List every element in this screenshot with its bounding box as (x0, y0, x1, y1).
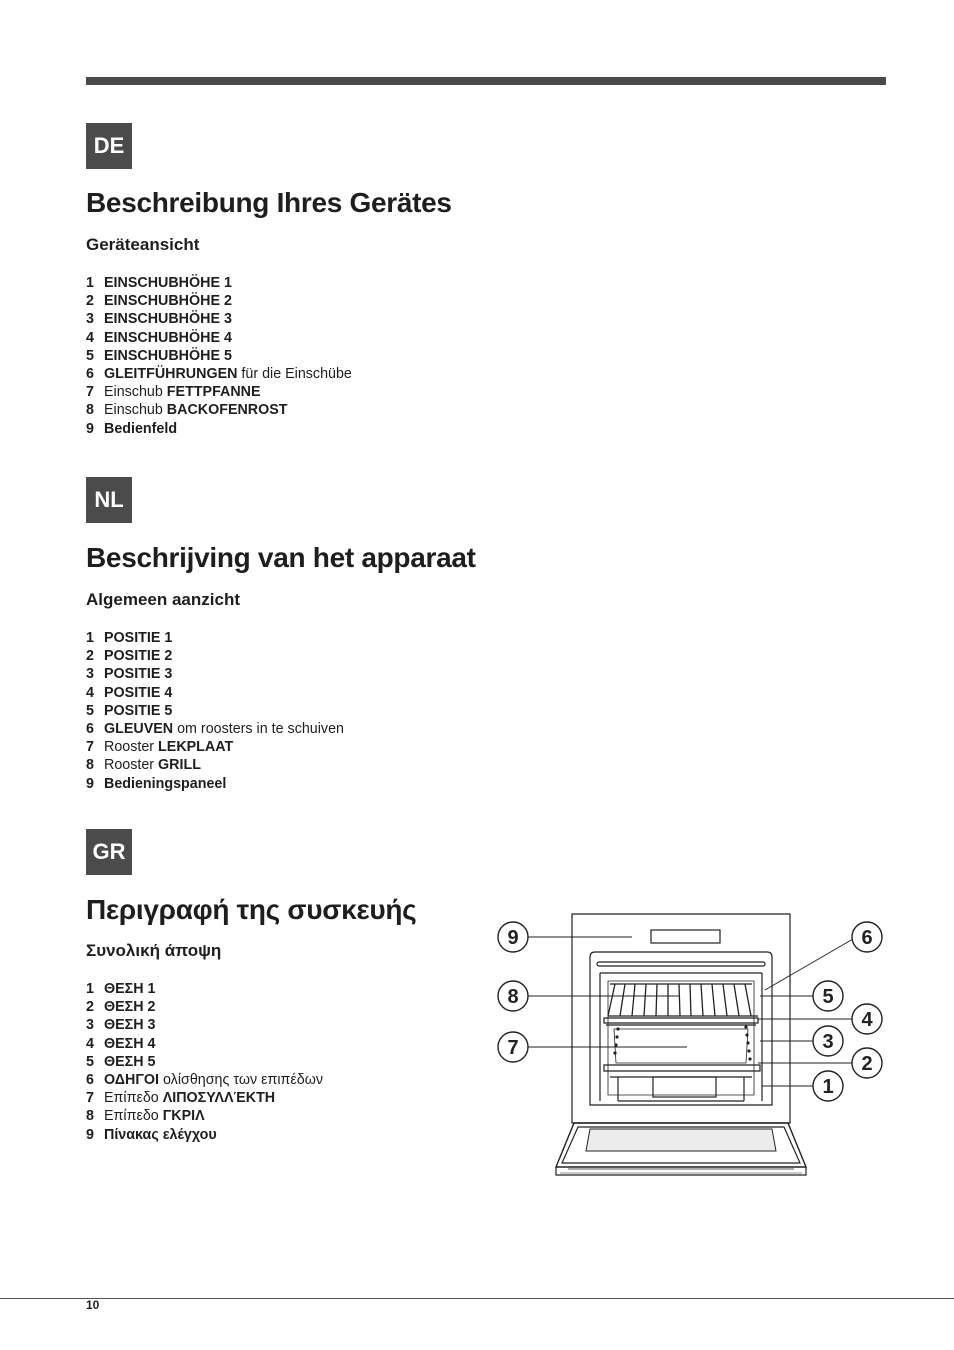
list-item (86, 274, 352, 292)
item-number: 7 (86, 384, 94, 401)
section-subtitle-gr: Συνολική άποψη (86, 941, 222, 960)
item-number: 1 (86, 275, 94, 291)
list-item (86, 998, 323, 1016)
callout-label-1: 1 (822, 1076, 834, 1098)
list-item (86, 702, 344, 720)
callout-label-8: 8 (507, 986, 519, 1008)
item-label: ΓΚΡΙΛ (162, 1108, 205, 1125)
list-item (86, 310, 352, 328)
item-prefix: Einschub (104, 384, 167, 401)
item-label: BACKOFENROST (166, 402, 288, 419)
list-item (86, 775, 344, 793)
item-label: GLEITFÜHRUNGEN (104, 365, 238, 382)
section-title-gr: Περιγραφή της συσκευής (86, 894, 417, 925)
item-number: 7 (86, 1090, 94, 1107)
item-label: ΘΕΣΗ 3 (104, 1017, 156, 1034)
item-label: EINSCHUBHÖHE 4 (104, 329, 232, 346)
callout-label-3: 3 (822, 1031, 834, 1053)
item-number: 1 (86, 630, 94, 646)
item-prefix: Επίπεδο (104, 1090, 163, 1107)
top-rule (86, 77, 886, 85)
item-label: Bedienfeld (104, 420, 178, 437)
list-item (86, 684, 344, 702)
item-number: 4 (86, 684, 94, 701)
door-window (586, 1129, 776, 1151)
item-label: GLEUVEN (104, 720, 174, 737)
callout-label-4: 4 (861, 1009, 873, 1031)
list-item (86, 1035, 323, 1053)
list-item (86, 647, 344, 665)
list-item (86, 720, 344, 738)
list-item (86, 347, 352, 365)
parts-list-nl (86, 629, 344, 793)
item-number: 8 (86, 402, 94, 419)
list-item (86, 629, 344, 647)
item-label: POSITIE 1 (104, 630, 173, 646)
item-number: 7 (86, 739, 94, 756)
section-title-nl: Beschrijving van het apparaat (86, 542, 476, 573)
item-number: 5 (86, 702, 94, 719)
item-number: 5 (86, 347, 94, 364)
item-suffix: om roosters in te schuiven (173, 720, 344, 737)
list-item (86, 1089, 323, 1107)
item-number: 6 (86, 365, 94, 382)
item-label: ΘΕΣΗ 5 (104, 1053, 156, 1070)
callout-label-6: 6 (861, 927, 873, 949)
language-badge-nl: NL (86, 477, 132, 523)
list-item (86, 1071, 323, 1089)
list-item (86, 420, 352, 438)
item-prefix: Rooster (104, 757, 159, 774)
item-number: 2 (86, 999, 94, 1016)
item-prefix: Rooster (104, 739, 159, 756)
item-label: ΟΔΗΓΟΙ (104, 1071, 160, 1088)
item-label: Πίνακας ελέγχου (104, 1126, 217, 1143)
item-number: 6 (86, 720, 94, 737)
item-label: GRILL (158, 757, 201, 774)
item-number: 8 (86, 757, 94, 774)
item-number: 2 (86, 293, 94, 310)
item-number: 3 (86, 311, 94, 328)
item-number: 4 (86, 329, 94, 346)
item-label: EINSCHUBHÖHE 3 (104, 311, 232, 328)
page-number: 10 (86, 1298, 100, 1312)
parts-list-gr (86, 980, 323, 1144)
item-number: 9 (86, 1126, 94, 1143)
list-item (86, 329, 352, 347)
list-item (86, 1053, 323, 1071)
item-label: EINSCHUBHÖHE 5 (104, 347, 232, 364)
item-number: 3 (86, 1017, 94, 1034)
item-number: 1 (86, 981, 94, 997)
grill-rack (608, 984, 758, 1016)
language-badge-gr: GR (86, 829, 132, 875)
oven-diagram (490, 905, 890, 1185)
list-item (86, 665, 344, 683)
item-label: POSITIE 4 (104, 684, 173, 701)
item-label: ΘΕΣΗ 1 (104, 981, 156, 997)
item-number: 5 (86, 1053, 94, 1070)
item-number: 6 (86, 1071, 94, 1088)
callout-label-9: 9 (507, 927, 519, 949)
list-item (86, 756, 344, 774)
item-label: EINSCHUBHÖHE 1 (104, 275, 232, 291)
callout-label-5: 5 (822, 986, 834, 1008)
item-label: EINSCHUBHÖHE 2 (104, 293, 232, 310)
item-label: Bedieningspaneel (104, 775, 227, 792)
drip-tray (604, 1065, 760, 1071)
list-item (86, 1126, 323, 1144)
item-number: 2 (86, 648, 94, 665)
item-label: LEKPLAAT (158, 739, 234, 756)
list-item (86, 292, 352, 310)
section-subtitle-de: Geräteansicht (86, 235, 200, 254)
item-suffix: ολίσθησης των επιπέδων (159, 1071, 324, 1088)
item-label: ΛΙΠΟΣΥΛΛΈΚΤΗ (162, 1090, 276, 1107)
item-number: 9 (86, 420, 94, 437)
item-label: POSITIE 3 (104, 666, 173, 683)
section-subtitle-nl: Algemeen aanzicht (86, 590, 240, 609)
list-item (86, 401, 352, 419)
item-label: POSITIE 2 (104, 648, 173, 665)
heater-bar (597, 962, 765, 966)
item-label: ΘΕΣΗ 2 (104, 999, 156, 1016)
item-number: 3 (86, 666, 94, 683)
list-item (86, 980, 323, 998)
item-prefix: Επίπεδο (104, 1108, 163, 1125)
language-badge-de: DE (86, 123, 132, 169)
list-item (86, 1107, 323, 1125)
control-panel-display (651, 930, 720, 943)
item-number: 9 (86, 775, 94, 792)
list-item (86, 365, 352, 383)
item-number: 4 (86, 1035, 94, 1052)
callout-label-2: 2 (861, 1053, 873, 1075)
parts-list-de (86, 274, 352, 438)
section-title-de: Beschreibung Ihres Gerätes (86, 187, 452, 218)
item-prefix: Einschub (104, 402, 167, 419)
item-label: FETTPFANNE (166, 384, 261, 401)
item-number: 8 (86, 1108, 94, 1125)
list-item (86, 383, 352, 401)
list-item (86, 1016, 323, 1034)
list-item (86, 738, 344, 756)
item-suffix: für die Einschübe (237, 365, 352, 382)
item-label: POSITIE 5 (104, 702, 173, 719)
footer-rule (0, 1298, 954, 1299)
item-label: ΘΕΣΗ 4 (104, 1035, 156, 1052)
callout-label-7: 7 (507, 1037, 519, 1059)
